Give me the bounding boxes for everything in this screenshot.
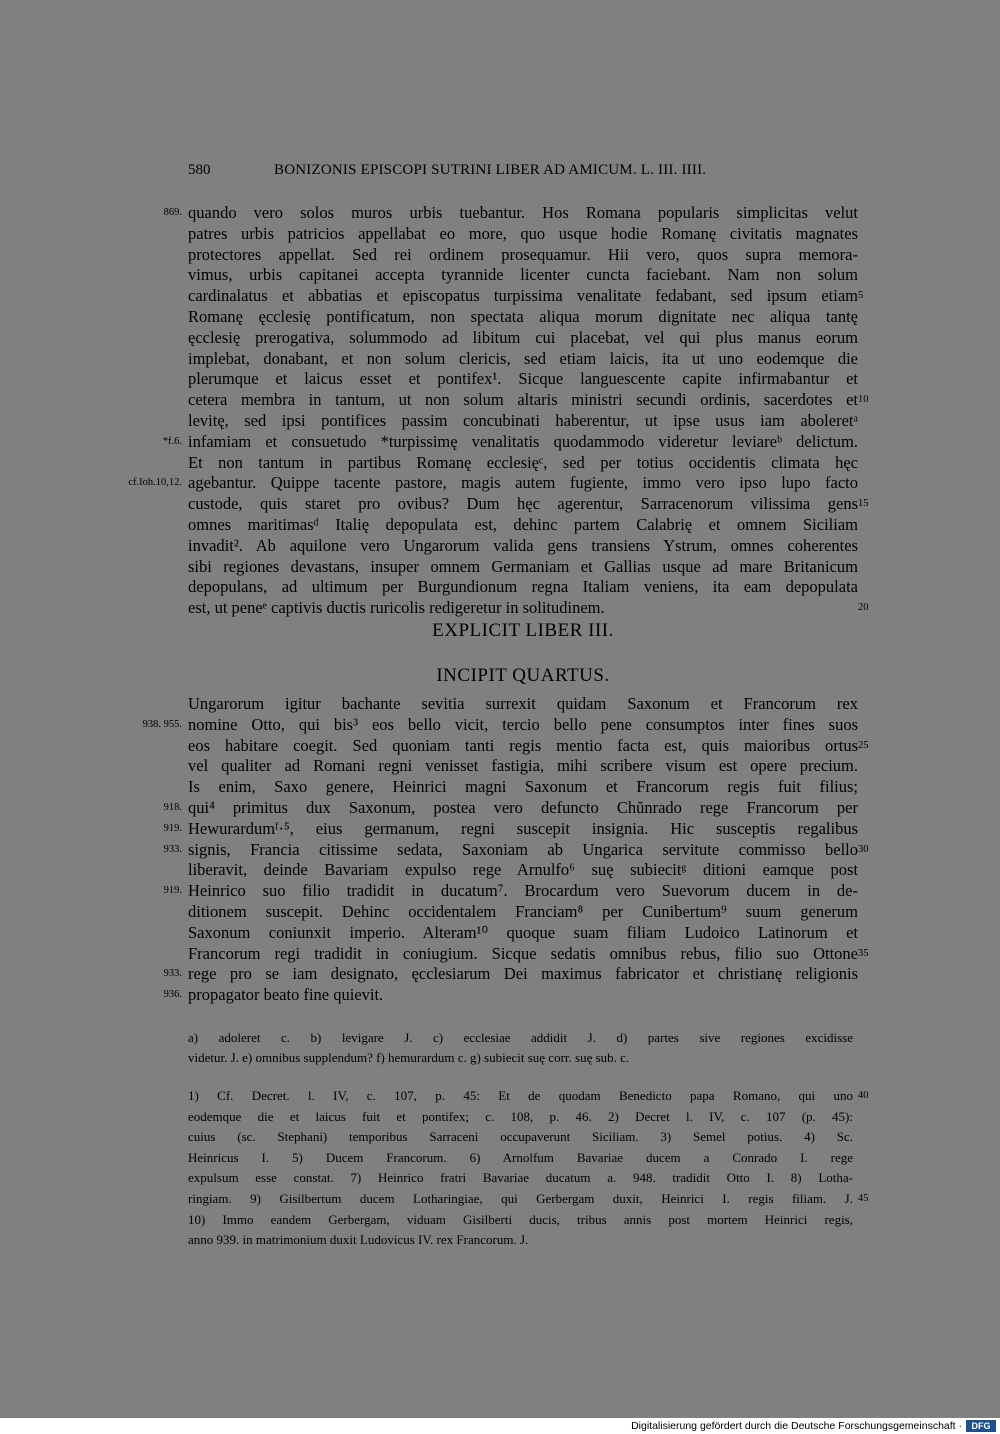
line-number: 5 bbox=[858, 290, 864, 302]
line-text: Hewurardumᶠ·⁵, eius germanum, regni suscepit insignia. Hic susceptis regalibus bbox=[188, 818, 858, 838]
credit-text: Digitalisierung gefördert durch die Deutsche Forschungsgemeinschaft · bbox=[631, 1420, 962, 1432]
margin-date: 933. bbox=[163, 843, 182, 855]
line-number: 30 bbox=[858, 843, 869, 855]
line-text: omnes maritimasᵈ Italię depopulata est, dehinc partem Calabrię et omnem Siciliam bbox=[188, 515, 858, 534]
line-text: Romanę ęcclesię pontificatum, non spectata aliqua morum dignitate nec aliqua tantę bbox=[188, 307, 858, 326]
line-text: protectores appellat. Sed rei ordinem prosequamur. Hii vero, quos supra memora- bbox=[188, 244, 858, 264]
variant-note-line: a) adoleret c. b) levigare J. c) ecclesiae addidit J. d) partes sive regiones excidisse bbox=[188, 1030, 853, 1045]
line-text: ęcclesię prerogativa, solummodo ad libitum cui placebat, vel qui plus manus eorum bbox=[188, 327, 858, 347]
line-text: liberavit, deinde Bavariam expulso rege Arnulfo⁶ suę subiecitᵍ ditioni eamque post bbox=[188, 860, 858, 880]
dfg-logo: DFG bbox=[966, 1420, 996, 1432]
line-text: invadit². Ab aquilone vero Ungarorum valida gens transiens Ystrum, omnes coherentes bbox=[188, 535, 858, 555]
line-text: cetera membra in tantum, ut non solum altaris ministri secundi ordinis, sacerdotes et bbox=[188, 390, 858, 410]
line-text: anno 939. in matrimonium duxit Ludovicus IV. rex Francorum. J. bbox=[188, 1232, 529, 1248]
line-text: Is enim, Saxo genere, Heinrici magni Saxonum et Francorum regis fuit filius; bbox=[188, 777, 858, 797]
explicit-heading: EXPLICIT LIBER III. bbox=[432, 620, 614, 641]
line-text: 10) Immo eandem Gerbergam, viduam Gisilberti ducis, tribus annis post mortem Heinrici regis, bbox=[188, 1211, 853, 1227]
line-text: Francorum regi tradidit in coniugium. Sicque sedatis omnibus rebus, filio suo Ottone bbox=[188, 943, 858, 963]
page-number: 580 bbox=[188, 162, 211, 178]
line-text: agebantur. Quippe tacente pastore, magis autem fugiente, immo vero ipso lupo facto bbox=[188, 473, 858, 493]
credit-bar bbox=[0, 1418, 1000, 1434]
margin-date: 933. bbox=[163, 968, 182, 980]
line-text: vel qualiter ad Romani regni venisset fastigia, mihi scribere visum est opere precium. bbox=[188, 756, 858, 776]
line-text: Et non tantum in partibus Romanę ecclesięᶜ, sed per totius occidentis climata hęc bbox=[188, 452, 858, 472]
line-text: custode, quis staret pro ovibus? Dum hęc agerentur, Sarracenorum vilissima gens bbox=[188, 494, 858, 514]
line-text: patres urbis patricios appellabat eo more, quo usque hodie Romanę civitatis magnates bbox=[188, 223, 858, 243]
margin-date: 936. bbox=[163, 989, 182, 1001]
line-number: 45 bbox=[858, 1193, 869, 1204]
line-text: Saxonum coniunxit imperio. Alteram¹⁰ quoque suam filiam Ludoico Latinorum et bbox=[188, 922, 858, 942]
line-text: est, ut peneᵉ captivis ductis ruricolis redigeretur in solitudinem. bbox=[188, 598, 605, 618]
line-number: 25 bbox=[858, 739, 869, 751]
margin-date: 938. 955. bbox=[142, 718, 182, 730]
line-text: cuius (sc. Stephani) temporibus Sarraceni occupaverunt Siciliam. 3) Semel potius. 4) Sc. bbox=[188, 1129, 853, 1145]
line-text: depopulans, ad ultimum per Burgundionum regna Italiam veniens, ita eam depopulata bbox=[188, 577, 858, 597]
line-text: nomine Otto, qui bis³ eos bello vicit, tercio bello pene consumptos inter fines suos bbox=[188, 714, 858, 734]
line-text: Heinricus I. 5) Ducem Francorum. 6) Arnolfum Bavariae ducem a Conrado I. rege bbox=[188, 1149, 853, 1165]
line-text: eos habitare coegit. Sed quoniam tanti regis mentio facta est, quis maioribus ortus bbox=[188, 735, 858, 755]
line-number: 35 bbox=[858, 947, 869, 959]
margin-date: 919. bbox=[163, 822, 182, 834]
line-text: infamiam et consuetudo *turpissimę venalitatis quodammodo videretur leviareᵇ delictum. bbox=[188, 431, 858, 451]
line-text: rege pro se iam designato, ęcclesiarum Dei maximus fabricator et christianę religionis bbox=[188, 964, 858, 984]
variant-note-line: videtur. J. e) omnibus supplendum? f) hemurardum c. g) subiecit suę corr. suę sub. c. bbox=[188, 1050, 630, 1065]
running-title: BONIZONIS EPISCOPI SUTRINI LIBER AD AMICUM. L. III. IIII. bbox=[274, 162, 707, 178]
line-text: plerumque et laicus esset et pontifex¹. Sicque languescente capite infirmabantur et bbox=[188, 369, 858, 389]
line-text: Heinrico suo filio tradidit in ducatum⁷. Brocardum vero Suevorum ducem in de- bbox=[188, 881, 858, 901]
line-text: sibi regiones devastans, insuper omnem Germaniam et Gallias usque ad mare Britanicum bbox=[188, 556, 858, 576]
margin-date: 869. bbox=[163, 207, 182, 218]
line-number: 40 bbox=[858, 1090, 869, 1101]
margin-date: 918. bbox=[163, 802, 182, 813]
line-text: signis, Francia citissime sedata, Saxoniam ab Ungarica servitute commisso bello bbox=[188, 839, 858, 859]
incipit-heading: INCIPIT QUARTUS. bbox=[436, 665, 610, 686]
line-text: cardinalatus et abbatias et episcopatus turpissima venalitate fedabant, sed ipsum etiam bbox=[188, 286, 858, 306]
line-text: implebat, donabant, et non solum clericis, sed etiam laicis, ita ut uno eodemque die bbox=[188, 348, 858, 368]
line-number: 20 bbox=[858, 602, 869, 614]
line-text: levitę, sed ipsi pontifices passim concubinati haberentur, ut ipse usus iam aboleretᵃ bbox=[188, 411, 858, 430]
margin-date: cf.Ioh.10,12. bbox=[128, 477, 182, 489]
line-text: qui⁴ primitus dux Saxonum, postea vero defuncto Chŭnrado rege Francorum per bbox=[188, 798, 858, 817]
margin-date: 919. bbox=[163, 885, 182, 897]
line-text: expulsum esse constat. 7) Heinrico fratri Bavariae ducatum a. 948. tradidit Otto I. 8) Lotha- bbox=[188, 1170, 853, 1186]
line-text: ringiam. 9) Gisilbertum ducem Lotharingiae, qui Gerbergam duxit, Heinrici I. regis filiam. J. bbox=[188, 1191, 853, 1206]
line-text: ditionem suscepit. Dehinc occidentalem Franciam⁸ per Cunibertum⁹ suum generum bbox=[188, 902, 858, 921]
line-text: quando vero solos muros urbis tuebantur. Hos Romana popularis simplicitas velut bbox=[188, 203, 858, 222]
line-text: propagator beato fine quievit. bbox=[188, 985, 384, 1005]
line-text: eodemque die et laicus fuit et pontifex; c. 108, p. 46. 2) Decret l. IV, c. 107 (p. 45): bbox=[188, 1108, 853, 1124]
margin-date: *f.6. bbox=[162, 435, 182, 447]
line-text: 1) Cf. Decret. l. IV, c. 107, p. 45: Et de quodam Benedicto papa Romano, qui uno bbox=[188, 1088, 853, 1103]
line-number: 15 bbox=[858, 498, 869, 510]
line-text: vimus, urbis capitanei accepta tyrannide licenter cuncta faciebant. Nam non solum bbox=[188, 265, 858, 285]
line-text: Ungarorum igitur bachante sevitia surrexit quidam Saxonum et Francorum rex bbox=[188, 694, 858, 713]
line-number: 10 bbox=[858, 394, 869, 406]
